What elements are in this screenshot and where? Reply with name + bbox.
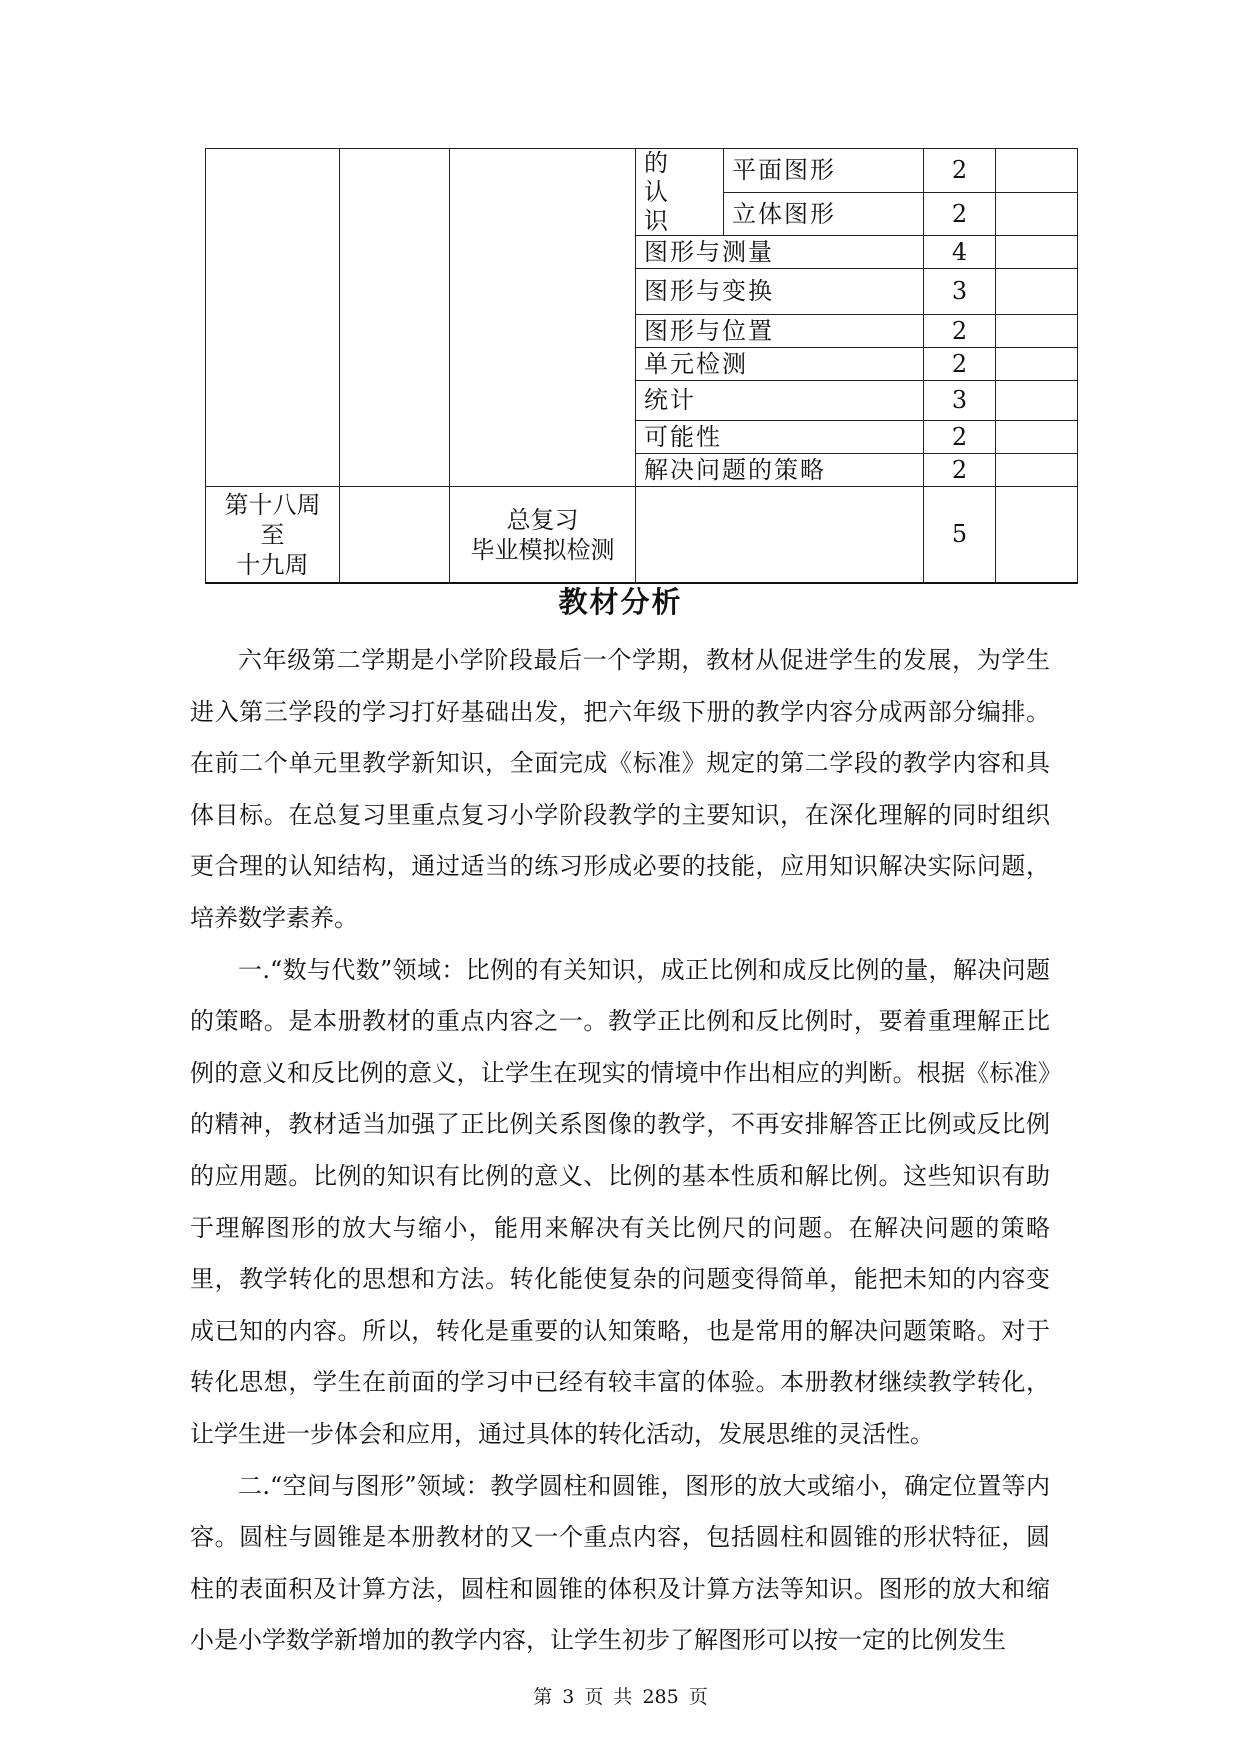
page-footer: 第 3 页 共 285 页 — [533, 1686, 708, 1708]
hours-cell: 3 — [924, 269, 996, 315]
notes-cell — [996, 236, 1078, 269]
table-row — [206, 487, 1078, 583]
paragraph: 一.“数与代数”领域：比例的有关知识，成正比例和成反比例的量，解决问题的策略。是本册教材的重点内容之一。教学正比例和反比例时，要着重理解正比例的意义和反比例的意义，让学生在现实的情境中作出相应的判断。根据《标准》的精神，教材适当加强了正比例关系图像的教学，不再安排解答正比例或反比例的应用题。比例的知识有比例的意义、比例的基本性质和解比例。这些知识有助于理解图形的放大与缩小，能用来解决有关比例尺的问题。在解决问题的策略里，教学转化的思想和方法。转化能使复杂的问题变得简单，能把未知的内容变成已知的内容。所以，转化是重要的认知策略，也是常用的解决问题策略。对于转化思想，学生在前面的学习中已经有较丰富的体验。本册教材继续教学转化，让学生进一步体会和应用，通过具体的转化活动，发展思维的灵活性。 — [190, 955, 1050, 1448]
topic-cell: 图形与测量 — [636, 236, 924, 269]
unit-cell — [340, 149, 450, 487]
notes-cell — [996, 421, 1078, 454]
hours-cell: 2 — [924, 315, 996, 348]
content-line: 毕业模拟检测 — [470, 535, 615, 564]
notes-cell — [996, 487, 1078, 583]
content-cell — [450, 487, 636, 583]
content-line: 总复习 — [506, 505, 579, 534]
hours-cell: 2 — [924, 348, 996, 381]
hours-cell: 3 — [924, 381, 996, 421]
hours-cell: 5 — [924, 487, 996, 583]
week-line: 至 — [260, 520, 285, 549]
notes-cell — [996, 381, 1078, 421]
notes-cell — [996, 454, 1078, 487]
week-line: 第十八周 — [224, 490, 321, 519]
topic-cell: 图形与变换 — [636, 269, 924, 315]
week-cell — [206, 149, 340, 487]
topic-cell — [636, 487, 924, 583]
topic-cell: 解决问题的策略 — [636, 454, 924, 487]
hours-cell: 2 — [924, 192, 996, 236]
unit-cell — [340, 487, 450, 583]
hours-cell: 2 — [924, 421, 996, 454]
notes-cell — [996, 269, 1078, 315]
content-cell — [450, 149, 636, 487]
notes-cell — [996, 149, 1078, 193]
paragraph: 二.“空间与图形”领域：教学圆柱和圆锥，图形的放大或缩小，确定位置等内容。圆柱与圆锥是本册教材的又一个重点内容，包括圆柱和圆锥的形状特征，圆柱的表面积及计算方法，圆柱和圆锥的体积及计算方法等知识。图形的放大和缩小是小学数学新增加的教学内容，让学生初步了解图形可以按一定的比例发生 — [190, 1471, 1050, 1655]
hours-cell: 2 — [924, 149, 996, 193]
paragraph: 六年级第二学期是小学阶段最后一个学期，教材从促进学生的发展，为学生进入第三学段的学习打好基础出发，把六年级下册的教学内容分成两部分编排。在前二个单元里教学新知识，全面完成《标准》规定的第二学段的教学内容和具体目标。在总复习里重点复习小学阶段教学的主要知识，在深化理解的同时组织更合理的认知结构，通过适当的练习形成必要的技能，应用知识解决实际问题，培养数学素养。 — [190, 646, 1050, 932]
topic-cell: 单元检测 — [636, 348, 924, 381]
week-cell — [206, 487, 340, 583]
knowledge-label-line: 的 认 — [644, 149, 732, 206]
topic-cell: 图形与位置 — [636, 315, 924, 348]
topic-cell: 可能性 — [636, 421, 924, 454]
teaching-schedule-table — [205, 148, 1078, 584]
notes-cell — [996, 315, 1078, 348]
topic-cell: 立体图形 — [724, 192, 924, 236]
section-title: 教材分析 — [558, 585, 683, 619]
hours-cell: 2 — [924, 454, 996, 487]
week-line: 十九周 — [236, 550, 309, 579]
topic-cell: 平面图形 — [724, 149, 924, 193]
hours-cell: 4 — [924, 236, 996, 269]
body-text — [190, 635, 1050, 1667]
table-row — [206, 149, 1078, 193]
knowledge-label-line: 识 — [644, 206, 668, 235]
knowledge-label-cell — [636, 149, 732, 236]
notes-cell — [996, 348, 1078, 381]
notes-cell — [996, 192, 1078, 236]
topic-cell: 统计 — [636, 381, 924, 421]
